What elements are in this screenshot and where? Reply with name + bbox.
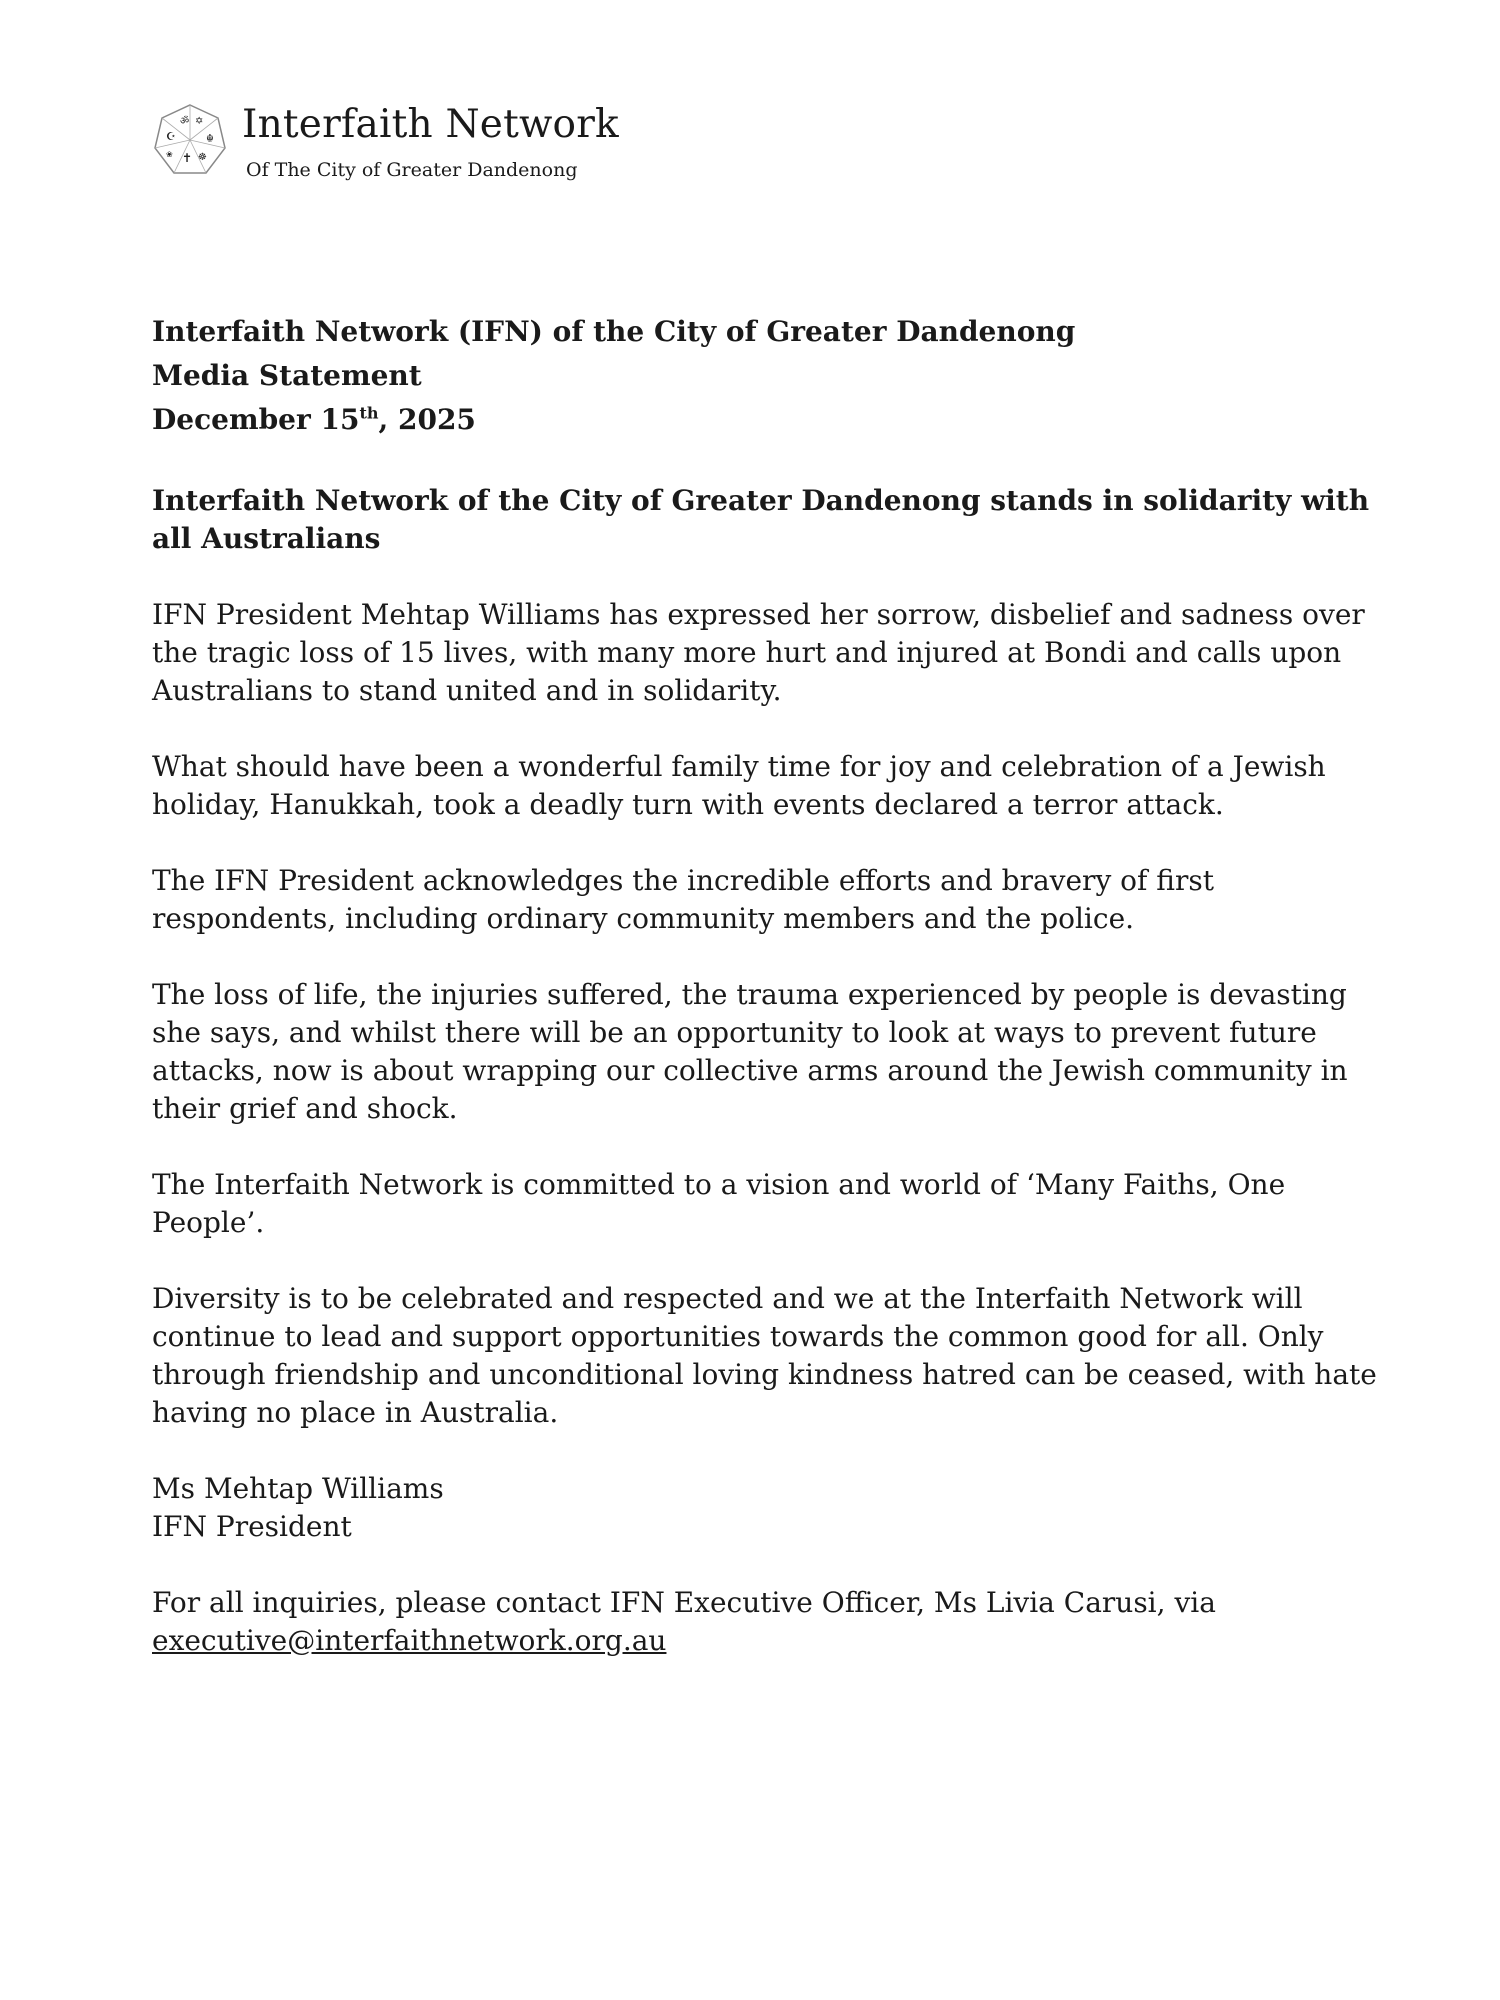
svg-text:☬: ☬ — [206, 132, 214, 145]
paragraph: The Interfaith Network is committed to a vision and world of ‘Many Faiths, One People’. — [152, 1168, 1286, 1239]
document-type: Media Statement — [152, 359, 422, 392]
paragraph: IFN President Mehtap Williams has expressed her sorrow, disbelief and sadness over the tragic loss of 15 lives, with many more hurt and injured at Bondi and calls upon Australians to stand united and in solidarity. — [152, 598, 1365, 707]
svg-text:☪: ☪ — [166, 130, 176, 143]
svg-text:ॐ: ॐ — [180, 116, 190, 127]
date-year: , 2025 — [378, 403, 476, 436]
organisation-full-name: Interfaith Network (IFN) of the City of Greater Dandenong — [152, 315, 1076, 348]
svg-text:✝: ✝ — [182, 151, 193, 165]
paragraph: The IFN President acknowledges the incredible efforts and bravery of first respondents, including ordinary community members and the police. — [152, 864, 1214, 935]
paragraph: The loss of life, the injuries suffered, the trauma experienced by people is devasting she says, and whilst there will be an opportunity to look at ways to prevent future attacks, now is about wrapping our collective arms around the Jewish community in their grief and shock. — [152, 978, 1348, 1125]
organisation-name: Interfaith Network — [242, 102, 619, 147]
statement-date — [152, 398, 1392, 442]
contact-block — [152, 1584, 1392, 1660]
organisation-subtitle: Of The City of Greater Dandenong — [246, 159, 578, 181]
svg-text:❀: ❀ — [166, 150, 173, 159]
statement-header — [152, 310, 1392, 442]
letterhead — [152, 102, 619, 182]
date-day: December 15 — [152, 403, 360, 436]
media-statement-body — [152, 310, 1392, 1660]
paragraph: Diversity is to be celebrated and respected and we at the Interfaith Network will continue to lead and support opportunities towards the common good for all. Only through friendship and unconditional loving kindness hatred can be ceased, with hate having no place in Australia. — [152, 1282, 1377, 1429]
date-ordinal: th — [359, 403, 379, 423]
signatory-name: Ms Mehtap Williams — [152, 1472, 444, 1505]
signatory-role: IFN President — [152, 1510, 352, 1543]
statement-headline: Interfaith Network of the City of Greater Dandenong stands in solidarity with all Australians — [152, 484, 1370, 555]
svg-text:✡: ✡ — [195, 116, 204, 127]
interfaith-logo-icon — [152, 102, 228, 178]
contact-text: For all inquiries, please contact IFN Executive Officer, Ms Livia Carusi, via — [152, 1586, 1216, 1619]
svg-text:☸: ☸ — [198, 152, 207, 163]
signature-block — [152, 1470, 1392, 1546]
contact-email-link[interactable]: executive@interfaithnetwork.org.au — [152, 1624, 667, 1657]
paragraph: What should have been a wonderful family time for joy and celebration of a Jewish holiday, Hanukkah, took a deadly turn with events declared a terror attack. — [152, 750, 1326, 821]
